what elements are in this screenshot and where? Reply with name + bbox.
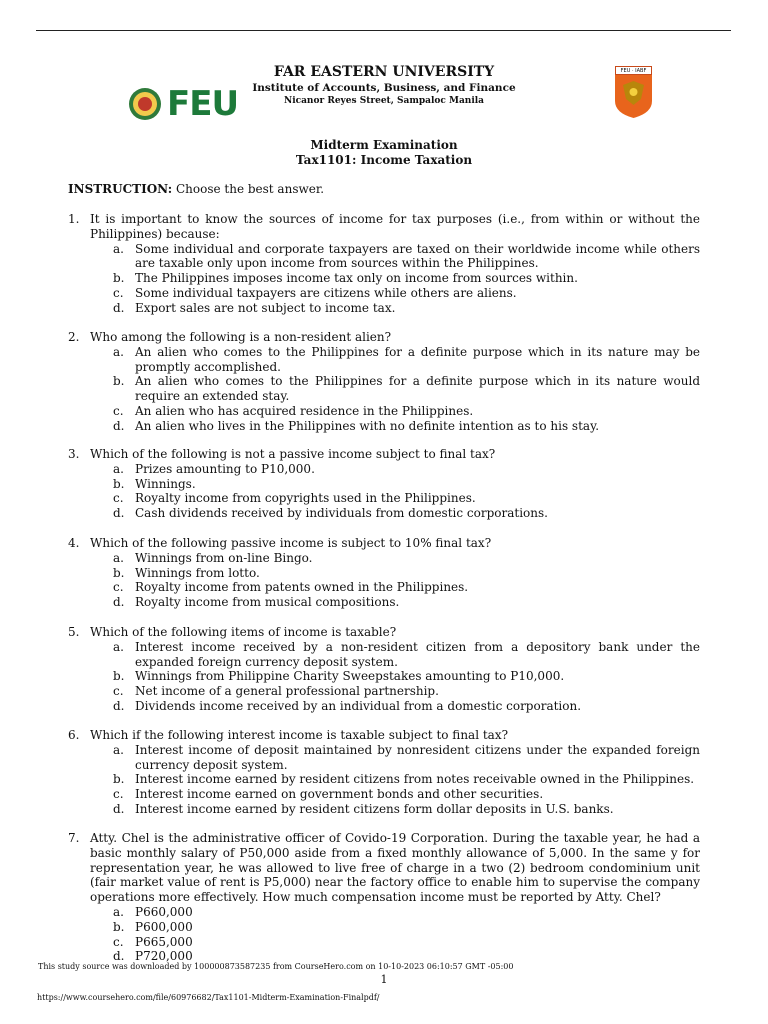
choice-letter: a.	[113, 904, 124, 919]
question-number: 4.	[68, 536, 80, 550]
choice-text: Net income of a general professional partnership.	[135, 684, 439, 699]
choice-letter: b.	[113, 374, 125, 389]
question-number: 2.	[68, 330, 80, 344]
choice-text: Royalty income from copyrights used in the Philippines.	[135, 491, 476, 506]
choice-letter: a.	[113, 344, 124, 359]
choice-letter: b.	[113, 565, 125, 580]
choice-text: Interest income of deposit maintained by nonresident citizens under the expanded foreign currency deposit system.	[135, 742, 700, 772]
choice-b	[113, 374, 700, 404]
choice-text: An alien who has acquired residence in the Philippines.	[135, 403, 474, 418]
choice-letter: c.	[113, 403, 124, 418]
choice-a	[113, 345, 700, 375]
choice-letter: b.	[113, 772, 125, 787]
question-number: 5.	[68, 625, 80, 639]
choice-text: Royalty income from musical compositions.	[135, 595, 400, 610]
choice-c	[113, 491, 700, 506]
choice-text: Royalty income from patents owned in the Philippines.	[135, 580, 469, 595]
choice-a	[113, 242, 700, 272]
choice-text: Winnings from lotto.	[135, 565, 260, 580]
choice-letter: a.	[113, 550, 124, 565]
iabf-crest	[615, 66, 652, 118]
choice-text: P600,000	[135, 919, 193, 934]
exam-title: Midterm Examination	[310, 138, 458, 152]
choice-c	[113, 684, 700, 699]
university-address: Nicanor Reyes Street, Sampaloc Manila	[283, 96, 485, 106]
question-4	[68, 536, 700, 610]
question-3	[68, 447, 700, 521]
choice-text: Interest income earned by resident citizens from notes receivable owned in the Philippines.	[135, 772, 695, 787]
choice-c	[113, 935, 700, 950]
question-text: Which of the following items of income is taxable?	[90, 625, 397, 639]
top-rule	[36, 30, 731, 31]
choice-letter: b.	[113, 271, 125, 286]
choice-text: Some individual taxpayers are citizens while others are aliens.	[135, 285, 517, 300]
exam-subject: Tax1101: Income Taxation	[295, 153, 473, 167]
choice-text: An alien who comes to the Philippines for a definite purpose which in its nature may be promptly accomplished.	[135, 344, 700, 374]
question-text: Who among the following is a non-resident alien?	[90, 330, 392, 344]
choice-text: P720,000	[135, 949, 193, 964]
choice-letter: b.	[113, 476, 125, 491]
choice-text: Interest income earned by resident citizens form dollar deposits in U.S. banks.	[135, 801, 614, 816]
choice-letter: c.	[113, 934, 124, 949]
choice-b	[113, 920, 700, 935]
choice-d	[113, 419, 700, 434]
choice-letter: a.	[113, 241, 124, 256]
choice-letter: b.	[113, 919, 125, 934]
choice-letter: c.	[113, 787, 124, 802]
choice-c	[113, 580, 700, 595]
choice-a	[113, 551, 700, 566]
choice-text: An alien who comes to the Philippines for a definite purpose which in its nature would require an extended stay.	[135, 374, 700, 404]
question-text: Which if the following interest income is taxable subject to final tax?	[90, 728, 509, 742]
question-6	[68, 728, 700, 817]
choice-b	[113, 566, 700, 581]
choice-text: P660,000	[135, 904, 193, 919]
choice-d	[113, 802, 700, 817]
institute-name: Institute of Accounts, Business, and Finance	[252, 82, 516, 94]
choice-letter: d.	[113, 595, 125, 610]
crest-label: FEU · IABF	[615, 66, 652, 75]
question-number: 6.	[68, 728, 80, 742]
choice-letter: a.	[113, 742, 124, 757]
choice-text: Interest income received by a non-resident citizen from a depository bank under the expanded foreign currency deposit system.	[135, 639, 700, 669]
choice-text: The Philippines imposes income tax only on income from sources within.	[135, 271, 578, 286]
choice-letter: a.	[113, 461, 124, 476]
choice-text: Cash dividends received by individuals from domestic corporations.	[135, 506, 548, 521]
choice-letter: c.	[113, 285, 124, 300]
choice-text: Winnings.	[135, 476, 196, 491]
question-number: 7.	[68, 831, 80, 845]
choice-text: Some individual and corporate taxpayers are taxed on their worldwide income while others are taxable only upon income from sources within the Philippines.	[135, 241, 700, 271]
instruction-label: INSTRUCTION:	[68, 182, 173, 196]
choice-letter: b.	[113, 669, 125, 684]
question-number: 1.	[68, 212, 80, 226]
question-text: It is important to know the sources of income for tax purposes (i.e., from within or without the Philippines) because:	[90, 212, 700, 241]
question-text: Atty. Chel is the administrative officer of Covido-19 Corporation. During the taxable year, he had a basic monthly salary of P50,000 aside from a fixed monthly allowance of 5,000. In the same y for representation year, he was allowed to live free of charge in a two (2) bedroom condominium unit (fair market value of rent is P5,000) near the factory office to enable him to supervise the company operations more effectively. How much compensation income must be reported by Atty. Chel?	[90, 831, 700, 905]
choice-b	[113, 669, 700, 684]
choice-a	[113, 640, 700, 670]
choice-letter: d.	[113, 418, 125, 433]
choice-a	[113, 462, 700, 477]
question-1	[68, 212, 700, 316]
choice-text: Dividends income received by an individual from a domestic corporation.	[135, 698, 582, 713]
choice-c	[113, 404, 700, 419]
choice-b	[113, 477, 700, 492]
choice-a	[113, 905, 700, 920]
choice-d	[113, 595, 700, 610]
choice-letter: c.	[113, 491, 124, 506]
question-7	[68, 831, 700, 964]
choice-letter: c.	[113, 684, 124, 699]
choice-text: Winnings from Philippine Charity Sweepstakes amounting to P10,000.	[135, 669, 565, 684]
choice-letter: c.	[113, 580, 124, 595]
instruction-text: Choose the best answer.	[172, 182, 325, 196]
choice-c	[113, 787, 700, 802]
choice-letter: d.	[113, 801, 125, 816]
university-name: FAR EASTERN UNIVERSITY	[273, 64, 495, 80]
question-2	[68, 330, 700, 434]
choice-text: An alien who lives in the Philippines with no definite intention as to his stay.	[135, 418, 600, 433]
question-5	[68, 625, 700, 714]
choice-letter: d.	[113, 698, 125, 713]
choice-d	[113, 506, 700, 521]
question-text: Which of the following is not a passive income subject to final tax?	[90, 447, 496, 461]
choice-letter: d.	[113, 949, 125, 964]
choice-a	[113, 743, 700, 773]
choice-b	[113, 271, 700, 286]
choice-d	[113, 301, 700, 316]
choice-b	[113, 772, 700, 787]
page-number: 1	[380, 973, 388, 986]
question-text: Which of the following passive income is subject to 10% final tax?	[90, 536, 492, 550]
choice-letter: a.	[113, 639, 124, 654]
choice-d	[113, 699, 700, 714]
crest-shield-icon	[615, 75, 652, 118]
instruction	[68, 182, 324, 196]
source-url[interactable]: https://www.coursehero.com/file/60976682/Tax1101-Midterm-Examination-Finalpdf/	[37, 993, 380, 1002]
question-number: 3.	[68, 447, 80, 461]
choice-letter: d.	[113, 506, 125, 521]
choice-letter: d.	[113, 300, 125, 315]
choice-text: Prizes amounting to P10,000.	[135, 461, 315, 476]
choice-text: Winnings from on-line Bingo.	[135, 550, 313, 565]
choice-text: Export sales are not subject to income tax.	[135, 300, 396, 315]
choice-c	[113, 286, 700, 301]
download-source-note: This study source was downloaded by 100000873587235 from CourseHero.com on 10-10-2023 06:10:57 GMT -05:00	[38, 962, 514, 971]
feu-logo-text: FEU	[167, 84, 239, 124]
choice-text: P665,000	[135, 934, 193, 949]
choice-text: Interest income earned on government bonds and other securities.	[135, 787, 544, 802]
